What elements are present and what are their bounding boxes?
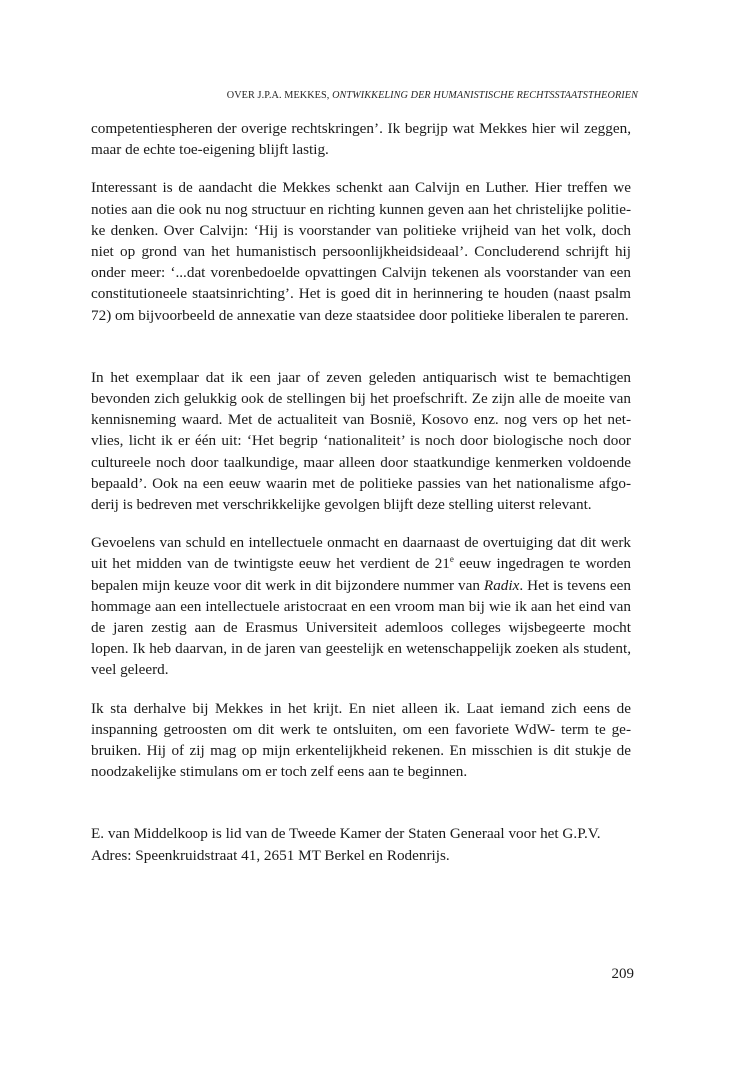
- page-number: 209: [611, 966, 634, 982]
- paragraph-3: In het exemplaar dat ik een jaar of zeven geleden antiquarisch wist te bemachtigen bevonden zich gelukkig ook de stellingen bij het proefschrift. Ze zijn alle de moeite van kennisneming waard. Met de actualiteit van Bosnië, Kosovo enz. nog vers op het netvlies, licht ik er één uit: ‘Het begrip ‘nationaliteit’ is noch door biologische noch door cultureele noch door taalkundige, maar alleen door staatkundige kenmerken voldoende bepaald’. Ook na een eeuw waarin met de politieke passies van het nationalisme afgoderij is bedreven met verschrikkelijke gevolgen blijft deze stelling uiterst relevant.: [91, 368, 631, 514]
- author-note-bio: E. van Middelkoop is lid van de Tweede Kamer der Staten Generaal voor het G.P.V.: [91, 825, 601, 843]
- journal-title-radix: Radix: [483, 576, 520, 594]
- paragraph-1: competentiespheren der overige rechtskringen’. Ik begrijp wat Mekkes hier wil zeggen, maar de echte toe-eigening blijft lastig.: [91, 120, 631, 159]
- header-author: OVER J.P.A. MEKKES,: [226, 90, 333, 101]
- article-body: [91, 118, 631, 866]
- paragraph-4-end: . Het is tevens een hommage aan een intellectuele aristocraat en een vroom man bij wie ik aan het eind van de jaren zestig aan de Erasmus Universiteit ademloos colleges wijsbegeerte mocht lopen. Ik heb daarvan, in de jaren van geestelijk en wetenschappelijk zoeken als student, veel geleerd.: [91, 576, 631, 679]
- paragraph-5: Ik sta derhalve bij Mekkes in het krijt. En niet alleen ik. Laat iemand zich eens de inspanning getroosten om dit werk te ontsluiten, om een favoriete WdW- term te gebruiken. Hij of zij mag op mijn erkentelijkheid rekenen. En misschien is dit stukje de noodzakelijke stimulans om er toch zelf eens aan te beginnen.: [91, 699, 631, 781]
- paragraph-4-middle: eeuw ingedragen te worden bepalen mijn keuze voor dit werk in dit bijzondere nummer van: [91, 555, 631, 594]
- paragraph-4-start: Gevoelens van schuld en intellectuele onmacht en daarnaast de overtuiging dat dit werk uit het midden van de twintigste eeuw het verdient de 21: [91, 534, 631, 573]
- paragraph-2: Interessant is de aandacht die Mekkes schenkt aan Calvijn en Luther. Hier treffen we noties aan die ook nu nog structuur en richting kunnen geven aan het christelijke politieke denken. Over Calvijn: ‘Hij is voorstander van politieke vrijheid van het volk, doch niet op grond van het humanistisch persoonlijkheidsideaal’. Concluderend schrijft hij onder meer: ‘...dat vorenbedoelde opvattingen Calvijn tekenen als voorstander van een constitutioneele staatsinrichting’. Het is goed dit in herinnering te houden (naast psalm 72) om bijvoorbeeld de annexatie van deze staatsidee door politieke liberalen te pareren.: [91, 179, 631, 324]
- paragraph-4: [91, 532, 631, 680]
- running-header: [227, 90, 638, 101]
- author-note-address: Adres: Speenkruidstraat 41, 2651 MT Berkel en Rodenrijs.: [91, 846, 450, 864]
- author-note: [91, 823, 631, 865]
- century-superscript: e: [449, 554, 454, 565]
- header-book-title: ONTWIKKELING DER HUMANISTISCHE RECHTSSTAATSTHEORIEN: [332, 90, 638, 101]
